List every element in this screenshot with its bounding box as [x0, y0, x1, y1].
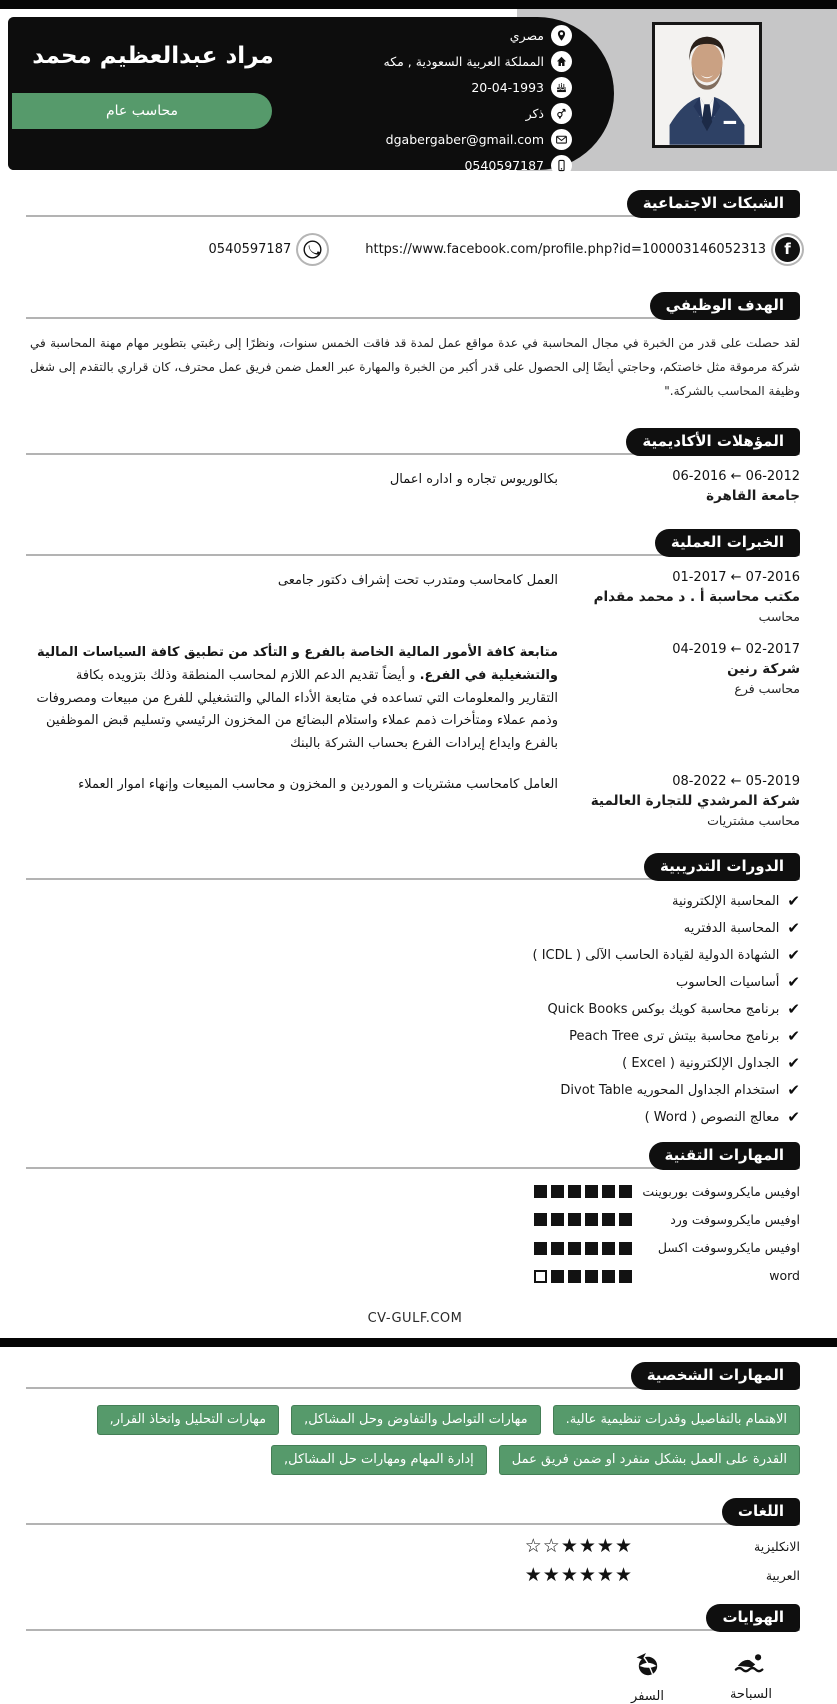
course-label: الجداول الإلكترونية ( Excel )	[622, 1055, 780, 1071]
whatsapp-number[interactable]: 0540597187	[208, 241, 292, 257]
contact-gender	[384, 102, 572, 125]
square-filled	[619, 1270, 632, 1283]
contact-nationality	[384, 24, 572, 47]
course-item	[30, 1107, 800, 1126]
hobby-label: السفر	[631, 1689, 664, 1704]
square-filled	[568, 1270, 581, 1283]
star-filled: ★	[524, 1564, 542, 1587]
section-title: المهارات التقنية	[649, 1142, 800, 1170]
job-title-badge: محاسب عام	[12, 93, 272, 129]
tech-skill-label: word	[769, 1268, 800, 1284]
experience-meta	[558, 570, 800, 624]
skill-tag: القدرة على العمل بشكل منفرد او ضمن فريق عمل	[499, 1445, 800, 1475]
skill-rating	[530, 1213, 632, 1226]
contact-text: مصري	[509, 28, 544, 43]
checkmark-icon: ✔	[787, 1080, 800, 1099]
objective-text: لقد حصلت على قدر من الخبرة في مجال المحاسبة في عدة مواقع عمل لمدة قد فاقت الخمس سنوات، ونظرًا إلى رغبتي بتطوير مهام مهنة المحاسبة في شركة مرموقة مثل خاصتكم، وحاجتي أيضًا إلى الحصول على قدر أكبر من الخبرة والمهارة عبر العمل ضمن فريق عمل محترف، كان قراري بالتقدم إلى شغل وظيفة المحاسب بالشركة."	[30, 336, 800, 398]
star-empty: ☆	[542, 1535, 560, 1558]
experience-role: محاسب مشتريات	[707, 812, 800, 828]
square-filled	[602, 1213, 615, 1226]
experience-role: محاسب	[758, 609, 800, 624]
experience-entry	[30, 774, 800, 828]
section-title: اللغات	[722, 1498, 800, 1526]
languages-list	[30, 1537, 800, 1585]
education-entry	[30, 469, 800, 504]
contact-phone	[384, 154, 572, 177]
swimming-icon	[734, 1651, 768, 1679]
square-filled	[619, 1242, 632, 1255]
section-title: الدورات التدريبية	[644, 853, 800, 881]
tech-skill-row	[30, 1183, 800, 1201]
home-icon	[551, 51, 572, 72]
header	[0, 9, 837, 177]
square-filled	[585, 1185, 598, 1198]
square-filled	[551, 1185, 564, 1198]
whatsapp-icon[interactable]	[300, 237, 325, 262]
tech-skill-row	[30, 1267, 800, 1285]
course-item	[30, 1026, 800, 1045]
course-item	[30, 972, 800, 991]
course-label: معالج النصوص ( Word )	[644, 1109, 780, 1125]
section-title: الهوايات	[706, 1604, 800, 1632]
education-meta	[558, 469, 800, 504]
checkmark-icon: ✔	[787, 972, 800, 991]
site-brand: CV-GULF.COM	[367, 1311, 463, 1327]
experience-description-lead: متابعة كافة الأمور المالية الخاصة بالفرع و التأكد من تطبيق كافة السياسات المالية والتشغيلية في الفرع.	[37, 645, 558, 683]
experience-dates: 04-2019 ← 02-2017	[672, 642, 800, 657]
section-education	[30, 425, 800, 455]
skill-tag: مهارات التحليل واتخاذ القرار,	[97, 1405, 279, 1435]
education-dates: 06-2016 ← 06-2012	[672, 469, 800, 484]
language-rating	[524, 1566, 632, 1585]
experience-company: مكتب محاسبة أ . د محمد مقدام	[593, 589, 800, 605]
experience-description	[30, 774, 558, 797]
language-label: الانكليزية	[754, 1538, 800, 1554]
star-filled: ★	[614, 1564, 632, 1587]
experience-company: شركة المرشدي للتجارة العالمية	[590, 792, 800, 809]
social-links	[30, 233, 800, 265]
section-tech-skills	[30, 1139, 800, 1169]
checkmark-icon: ✔	[787, 891, 800, 910]
skill-rating	[530, 1242, 632, 1255]
checkmark-icon: ✔	[787, 999, 800, 1018]
section-experience	[30, 526, 800, 556]
tech-skills-list	[30, 1183, 800, 1286]
course-item	[30, 891, 800, 910]
course-label: استخدام الجداول المحوريه Divot Table	[560, 1082, 780, 1098]
checkmark-icon: ✔	[787, 945, 800, 964]
star-filled: ★	[560, 1535, 578, 1558]
course-label: برنامج محاسبة بيتش ترى Peach Tree	[569, 1028, 780, 1044]
cv-body	[0, 177, 837, 1704]
contact-text: ذكر	[525, 106, 544, 121]
experience-meta	[558, 642, 800, 696]
skill-tag: إدارة المهام ومهارات حل المشاكل,	[271, 1445, 487, 1475]
checkmark-icon: ✔	[787, 918, 800, 937]
course-label: برنامج محاسبة كويك بوكس Quick Books	[547, 1001, 780, 1017]
tech-skill-row	[30, 1239, 800, 1257]
course-label: أساسيات الحاسوب	[676, 974, 780, 990]
experience-role: محاسب فرع	[734, 681, 800, 696]
experience-company: شركة رنين	[727, 661, 800, 677]
skill-rating	[530, 1185, 632, 1198]
star-filled: ★	[596, 1564, 614, 1587]
section-title: الشبكات الاجتماعية	[627, 190, 800, 218]
experience-meta	[558, 774, 800, 828]
facebook-icon[interactable]: f	[775, 237, 800, 262]
gender-icon	[551, 103, 572, 124]
hobby-item	[730, 1651, 772, 1704]
section-personal-skills	[30, 1359, 800, 1389]
tech-skill-label: اوفيس مايكروسوفت ورد	[670, 1211, 800, 1227]
location-pin-icon	[551, 25, 572, 46]
square-filled	[619, 1185, 632, 1198]
star-filled: ★	[578, 1535, 596, 1558]
square-filled	[551, 1270, 564, 1283]
language-label: العربية	[765, 1567, 800, 1583]
top-black-bar	[0, 0, 837, 9]
section-languages	[30, 1495, 800, 1525]
contact-text: 0540597187	[464, 158, 544, 173]
square-empty	[534, 1270, 547, 1283]
skill-tag: الاهتمام بالتفاصيل وقدرات تنظيمية عالية.	[553, 1405, 800, 1435]
star-filled: ★	[596, 1535, 614, 1558]
experience-description-text: العامل كامحاسب مشتريات و الموردين و المخزون و محاسب المبيعات وإنهاء اموار العملاء	[78, 776, 558, 792]
experience-description-text: و أيضاً تقديم الدعم اللازم لمحاسب المنطقة وذلك بتزويده بكافة التقارير والمعلومات التي تساعده في متابعة الأداء المالي والتشغيلي للفرع من مبيعات ومصروفات وذمم عملاء ومتأخرات ذمم عملاء واستلام البضائع من المخزون الرئيسي وتسليم قبض الموظفين بالفرع وايداع إيرادات الفرع بحساب الشركة بالبنك	[36, 667, 558, 751]
section-objective	[30, 289, 800, 319]
contact-birthdate	[384, 76, 572, 99]
star-empty: ☆	[524, 1535, 542, 1558]
hobby-item	[631, 1651, 664, 1704]
experience-entry	[30, 570, 800, 624]
experience-dates: 08-2022 ← 05-2019	[672, 773, 800, 789]
checkmark-icon: ✔	[787, 1107, 800, 1126]
square-filled	[568, 1213, 581, 1226]
section-courses	[30, 850, 800, 880]
contact-address	[384, 50, 572, 73]
personal-skills-tags	[30, 1405, 800, 1485]
course-label: المحاسبة الدفتريه	[683, 920, 780, 936]
profile-photo	[652, 22, 762, 148]
course-item	[30, 1080, 800, 1099]
section-title: الخبرات العملية	[655, 529, 800, 557]
square-filled	[551, 1242, 564, 1255]
hobbies-list	[30, 1651, 800, 1704]
course-item	[30, 1053, 800, 1072]
square-filled	[602, 1242, 615, 1255]
square-filled	[585, 1213, 598, 1226]
course-item	[30, 945, 800, 964]
section-title: الهدف الوظيفي	[650, 292, 800, 320]
tech-skill-label: اوفيس مايكروسوفت بوربوينت	[642, 1183, 800, 1199]
experience-description	[30, 642, 558, 756]
section-hobbies	[30, 1601, 800, 1631]
skill-rating	[530, 1270, 632, 1283]
section-title: المهارات الشخصية	[631, 1362, 800, 1390]
checkmark-icon: ✔	[787, 1053, 800, 1072]
skill-tag: مهارات التواصل والتفاوض وحل المشاكل,	[291, 1405, 541, 1435]
course-item	[30, 918, 800, 937]
course-label: المحاسبة الإلكترونية	[672, 893, 780, 909]
contact-text: المملكة العربية السعودية , مكه	[383, 54, 544, 69]
square-filled	[585, 1270, 598, 1283]
tech-skill-row	[30, 1211, 800, 1229]
contact-list	[384, 24, 572, 177]
experience-description-text: العمل كامحاسب ومتدرب تحت إشراف دكتور جامعى	[277, 573, 558, 588]
hobby-label: السباحة	[729, 1687, 772, 1703]
square-filled	[585, 1242, 598, 1255]
language-row	[30, 1537, 800, 1556]
square-filled	[534, 1185, 547, 1198]
facebook-url[interactable]: https://www.facebook.com/profile.php?id=100003146052313	[365, 241, 766, 257]
language-rating	[524, 1537, 632, 1556]
education-degree: بكالوريوس تجاره و اداره اعمال	[389, 472, 558, 487]
square-filled	[568, 1185, 581, 1198]
section-title: المؤهلات الأكاديمية	[626, 428, 800, 456]
star-filled: ★	[578, 1564, 596, 1587]
header-black-panel	[8, 17, 614, 173]
contact-text: 20-04-1993	[471, 80, 544, 95]
square-filled	[534, 1213, 547, 1226]
square-filled	[534, 1242, 547, 1255]
star-filled: ★	[542, 1564, 560, 1587]
language-row	[30, 1566, 800, 1585]
course-label: الشهادة الدولية لقيادة الحاسب الآلى ( ICDL )	[532, 947, 780, 963]
checkmark-icon: ✔	[787, 1026, 800, 1045]
star-filled: ★	[560, 1564, 578, 1587]
square-filled	[551, 1213, 564, 1226]
travel-icon	[634, 1651, 660, 1681]
birthday-cake-icon	[551, 77, 572, 98]
email-icon	[551, 129, 572, 150]
experience-dates: 01-2017 ← 07-2016	[672, 570, 800, 585]
page-break-bar	[0, 1338, 837, 1347]
education-school: جامعة القاهرة	[706, 488, 800, 504]
tech-skill-label: اوفيس مايكروسوفت اكسل	[657, 1240, 800, 1255]
contact-text: dgabergaber@gmail.com	[385, 132, 544, 147]
square-filled	[602, 1185, 615, 1198]
square-filled	[568, 1242, 581, 1255]
star-filled: ★	[614, 1535, 632, 1558]
courses-list	[30, 891, 800, 1126]
section-social	[30, 187, 800, 217]
square-filled	[619, 1213, 632, 1226]
candidate-name: مراد عبدالعظيم محمد	[32, 43, 274, 69]
contact-email	[384, 128, 572, 151]
experience-entry	[30, 642, 800, 756]
phone-icon	[551, 155, 572, 176]
square-filled	[602, 1270, 615, 1283]
experience-description	[30, 570, 558, 593]
course-item	[30, 999, 800, 1018]
section-rule	[26, 1629, 800, 1631]
section-rule	[26, 1523, 800, 1525]
